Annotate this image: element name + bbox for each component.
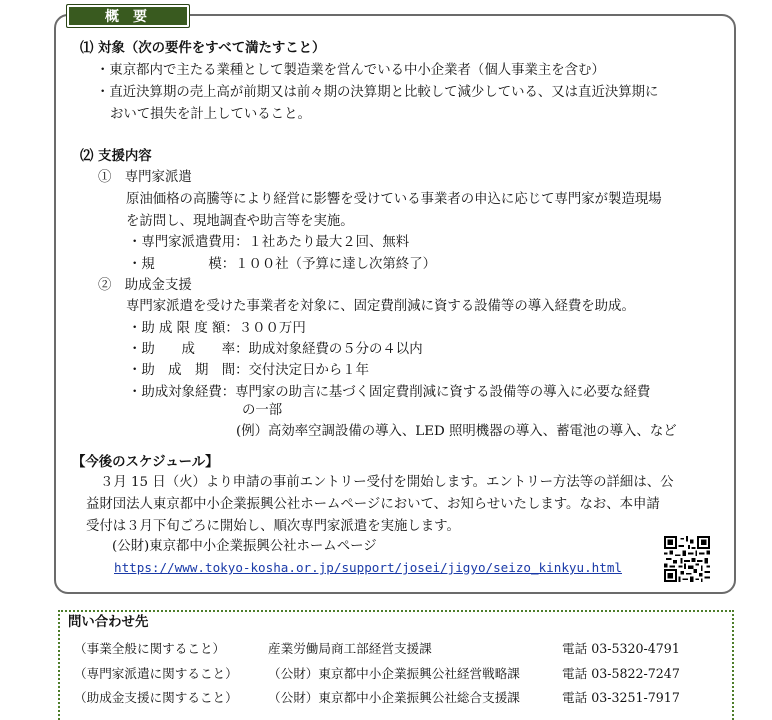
contact-phone: 電話 03-5822-7247 xyxy=(562,666,680,681)
section1-item-2: ・直近決算期の売上高が前期又は前々期の決算期と比較して減少している、又は直近決算期に xyxy=(96,85,659,100)
contact-heading: 問い合わせ先 xyxy=(68,615,149,630)
sub2-item-2: ・助 成 率：助成対象経費の５分の４以内 xyxy=(128,342,423,357)
contact-topic: （専門家派遣に関すること） xyxy=(74,666,238,681)
schedule-line-2: 益財団法人東京都中小企業振興公社ホームページにおいて、お知らせいたします。なお、本申請 xyxy=(86,497,660,512)
contact-topic: （助成金支援に関すること） xyxy=(74,690,238,705)
contact-phone: 電話 03-5320-4791 xyxy=(562,641,680,656)
section2-heading: ⑵ 支援内容 xyxy=(80,149,152,164)
section1-item-2-cont: おいて損失を計上していること。 xyxy=(110,107,311,122)
sub1-item-1: ・専門家派遣費用：１社あたり最大２回、無料 xyxy=(128,235,410,250)
sub2-example: (例）高効率空調設備の導入、LED 照明機器の導入、蓄電池の導入、など xyxy=(236,424,677,439)
schedule-heading: 【今後のスケジュール】 xyxy=(72,455,219,470)
schedule-line-3: 受付は３月下旬ごろに開始し、順次専門家派遣を実施します。 xyxy=(86,519,460,534)
sub1-desc-1: 原油価格の高騰等により経営に影響を受けている事業者の申込に応じて専門家が製造現場 xyxy=(126,192,662,207)
qr-code-icon[interactable] xyxy=(664,536,710,582)
contact-phone: 電話 03-3251-7917 xyxy=(562,690,680,705)
sub2-item-4: ・助成対象経費：専門家の助言に基づく固定費削減に資する設備等の導入に必要な経費 xyxy=(128,385,651,400)
sub2-item-4-cont: の一部 xyxy=(242,403,283,418)
sub2-desc: 専門家派遣を受けた事業者を対象に、固定費削減に資する設備等の導入経費を助成。 xyxy=(126,299,635,314)
sub2-item-3: ・助 成 期 間：交付決定日から１年 xyxy=(128,363,370,378)
contact-org: 産業労働局商工部経営支援課 xyxy=(268,641,432,656)
sub2-item-1: ・助 成 限 度 額：３００万円 xyxy=(128,321,306,336)
sub2-title: ② 助成金支援 xyxy=(98,278,192,293)
sub1-item-2: ・規 模：１００社（予算に達し次第終了） xyxy=(128,257,436,272)
schedule-line-1: ３月 15 日（火）より申請の事前エントリー受付を開始します。エントリー方法等の詳細は、公 xyxy=(100,475,674,490)
sub1-title: ① 専門家派遣 xyxy=(98,170,192,185)
site-name: (公財)東京都中小企業振興公社ホームページ xyxy=(112,539,377,554)
overview-tab-label: 概要 xyxy=(66,4,190,28)
sub1-desc-2: を訪問し、現地調査や助言等を実施。 xyxy=(126,214,354,229)
section1-heading: ⑴ 対象（次の要件をすべて満たすこと） xyxy=(80,41,326,56)
contact-org: （公財）東京都中小企業振興公社経営戦略課 xyxy=(268,666,520,681)
contact-topic: （事業全般に関すること） xyxy=(74,641,226,656)
site-url-link[interactable]: https://www.tokyo-kosha.or.jp/support/josei/jigyo/seizo_kinkyu.html xyxy=(114,560,622,575)
section1-item-1: ・東京都内で主たる業種として製造業を営んでいる中小企業者（個人事業主を含む） xyxy=(96,63,605,78)
contact-org: （公財）東京都中小企業振興公社総合支援課 xyxy=(268,690,520,705)
